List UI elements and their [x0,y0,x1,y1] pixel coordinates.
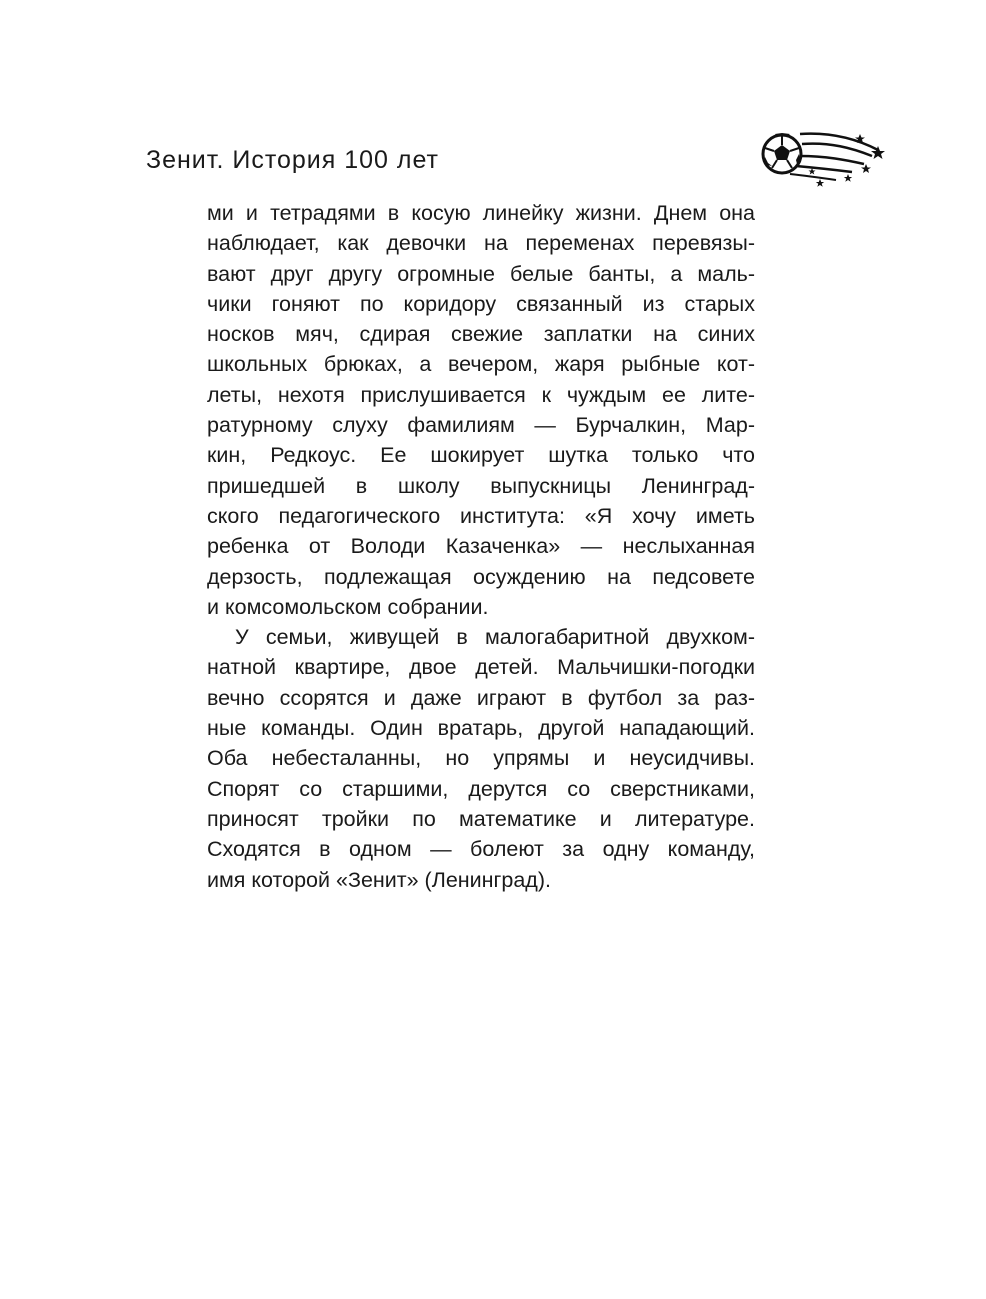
text-line: кин, Редкоус. Ее шокирует шутка только что [207,443,755,468]
text-line: Сходятся в одном — болеют за одну команду, [207,837,755,862]
text-line: У семьи, живущей в малогабаритной двухком- [235,625,755,650]
text-line: ные команды. Один вратарь, другой нападающий. [207,716,755,741]
text-line: и комсомольском собрании. [207,594,489,619]
text-line: наблюдает, как девочки на переменах перевязы- [207,231,755,256]
text-line: пришедшей в школу выпускницы Ленинград- [207,473,755,498]
text-line: дерзость, подлежащая осуждению на педсовете [207,564,755,589]
text-line: чики гоняют по коридору связанный из старых [207,291,755,316]
text-line: ратурному слуху фамилиям — Бурчалкин, Мар- [207,413,755,438]
running-title: Зенит. История 100 лет [146,146,440,174]
text-line: приносят тройки по математике и литературе. [207,806,755,831]
text-line: ского педагогического института: «Я хочу иметь [207,503,755,528]
body-text [207,198,755,895]
text-line: Спорят со старшими, дерутся со сверстниками, [207,776,755,801]
football-with-stars-icon [760,124,886,190]
text-line: ребенка от Володи Казаченка» — неслыханная [207,534,755,559]
text-line: имя которой «Зенит» (Ленинград). [207,867,551,892]
text-line: Оба небесталанны, но упрямы и неусидчивы. [207,746,755,771]
text-line: вечно ссорятся и даже играют в футбол за раз- [207,685,755,710]
text-line: школьных брюках, а вечером, жаря рыбные кот- [207,352,755,377]
text-line: ми и тетрадями в косую линейку жизни. Днем она [207,201,755,225]
text-line: леты, нехотя прислушивается к чуждым ее лите- [207,382,755,407]
paragraph [207,622,755,895]
paragraph [207,198,755,622]
text-line: вают друг другу огромные белые банты, а маль- [207,261,755,286]
text-line: натной квартире, двое детей. Мальчишки-погодки [207,655,755,680]
text-line: носков мяч, сдирая свежие заплатки на синих [207,322,755,347]
